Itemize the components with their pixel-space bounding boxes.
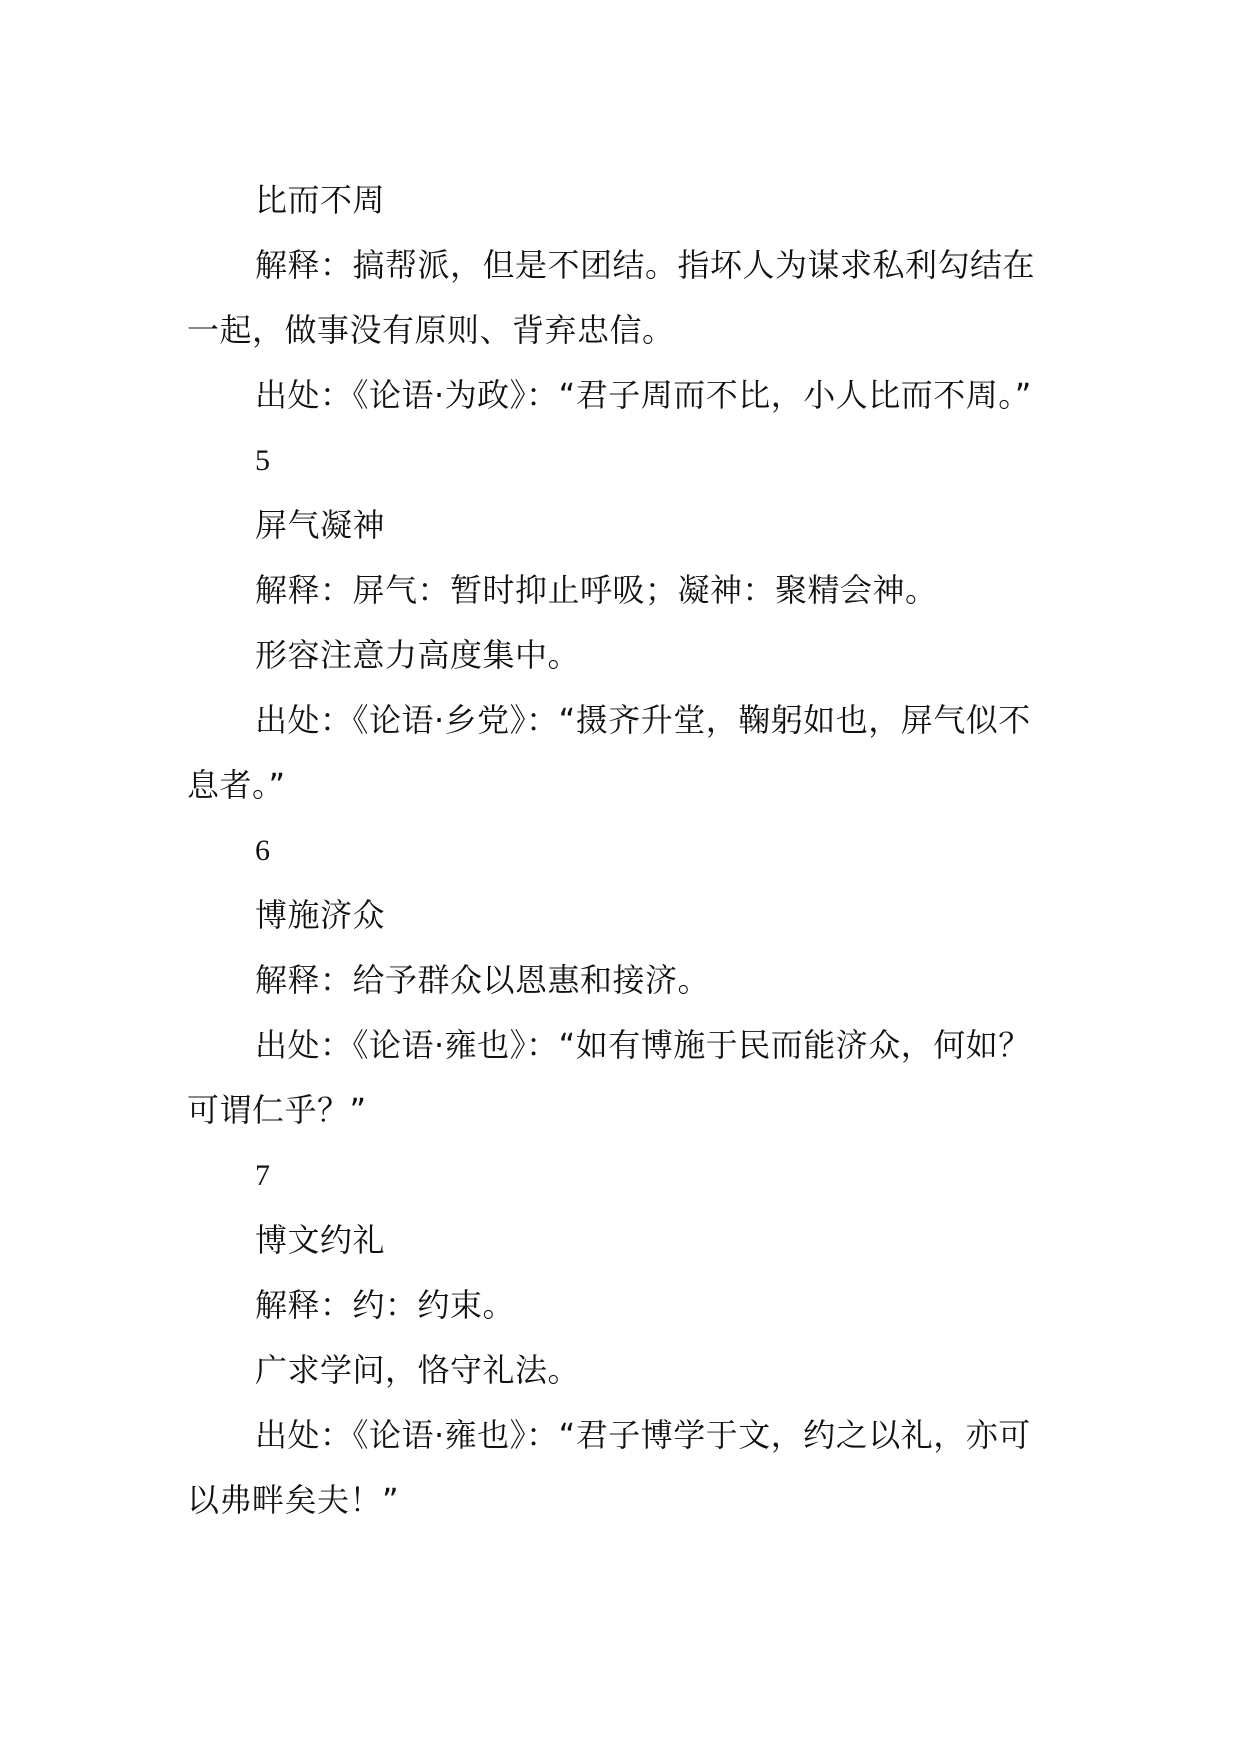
entry-number: 6 (255, 834, 271, 867)
entry-number: 7 (255, 1159, 271, 1192)
idiom-explanation: 解释：屏气：暂时抑止呼吸；凝神：聚精会神。 (255, 571, 938, 609)
idiom-meaning: 广求学问，恪守礼法。 (255, 1351, 581, 1389)
entry-number: 5 (255, 444, 271, 477)
idiom-source: 出处：《论语·雍也》：“如有博施于民而能济众，何如？可谓仁乎？” (187, 1026, 1031, 1129)
idiom-explanation: 解释：约：约束。 (255, 1286, 516, 1324)
idiom-source: 出处：《论语·乡党》：“摄齐升堂，鞠躬如也，屏气似不息者。” (187, 701, 1031, 804)
idiom-meaning: 形容注意力高度集中。 (255, 636, 581, 674)
idiom-explanation: 解释：搞帮派，但是不团结。指坏人为谋求私利勾结在一起，做事没有原则、背弃忠信。 (187, 246, 1036, 349)
idiom-title: 博文约礼 (255, 1221, 386, 1259)
idiom-source: 出处：《论语·雍也》：“君子博学于文，约之以礼，亦可以弗畔矣夫！” (187, 1416, 1031, 1519)
idiom-title: 屏气凝神 (255, 506, 386, 544)
document-body (187, 168, 1057, 1533)
idiom-title: 博施济众 (255, 896, 386, 934)
idiom-explanation: 解释：给予群众以恩惠和接济。 (255, 961, 711, 999)
idiom-title: 比而不周 (255, 181, 386, 219)
idiom-source: 出处：《论语·为政》：“君子周而不比，小人比而不周。” (255, 376, 1032, 414)
